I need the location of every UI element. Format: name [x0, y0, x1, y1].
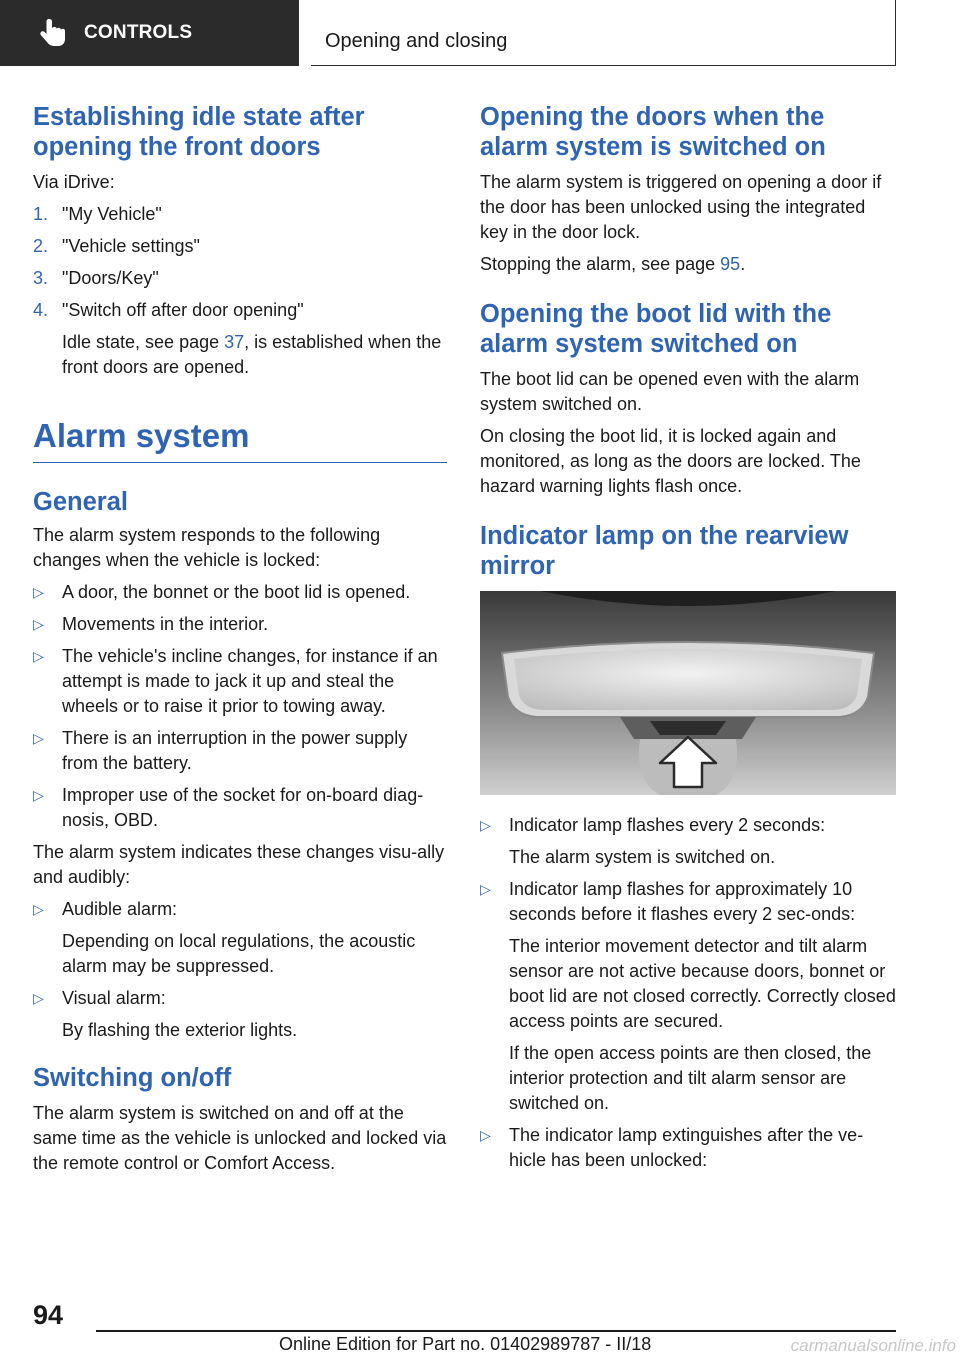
step-item [33, 202, 447, 227]
page-link-95[interactable]: 95 [720, 254, 741, 274]
pointing-hand-icon [36, 15, 72, 51]
alarm-system-heading: Alarm system [33, 416, 447, 463]
list-item-text: Improper use of the socket for on-board diag-nosis, OBD. [62, 785, 424, 830]
lamp-state-2-note-2: If the open access points are then closed, the interior protection and tilt alarm sensor are switched on. [509, 1043, 872, 1113]
stop-alarm-label: Stopping the alarm, see page [480, 254, 721, 274]
audible-alarm-title: Audible alarm: [62, 899, 178, 919]
lamp-state-1-note: The alarm system is switched on. [509, 847, 776, 867]
edition-text: Online Edition for Part no. 01402989787 - II/18 [279, 1334, 652, 1354]
triangle-bullet-icon: ▷ [33, 901, 44, 917]
footer-divider [96, 1330, 896, 1332]
list-item-text: The vehicle's incline changes, for instance if an attempt is made to jack it up and steal the wheels or to raise it prior to towing away. [62, 646, 438, 716]
triangle-bullet-icon: ▷ [33, 990, 44, 1006]
doors-alarm-text: The alarm system is triggered on opening a door if the door has been unlocked using the integrated key in the door lock. [480, 172, 882, 242]
step-text: "My Vehicle" [62, 204, 162, 224]
list-item [480, 877, 896, 1116]
triangle-bullet-icon: ▷ [480, 881, 491, 897]
watermark: carmanualsonline.info [790, 1336, 956, 1355]
section-tab [0, 0, 299, 66]
step-item [33, 298, 447, 323]
doors-alarm-heading: Opening the doors when the alarm system is switched on [480, 103, 826, 161]
chapter-title-box [311, 0, 896, 66]
chapter-title: Opening and closing [325, 30, 508, 52]
step-text: "Vehicle settings" [62, 236, 200, 256]
switching-heading: Switching on/off [33, 1064, 232, 1092]
list-item [480, 813, 896, 870]
indicates-intro: The alarm system indicates these changes visu-ally and audibly: [33, 842, 445, 887]
step-number: 1. [33, 204, 49, 224]
idle-note-text-end: , is established when the front doors are opened. [62, 332, 442, 377]
stop-alarm-text [480, 252, 896, 277]
list-item [480, 1123, 896, 1173]
lamp-state-1-title: Indicator lamp flashes every 2 seconds: [509, 815, 826, 835]
step-text: "Switch off after door opening" [62, 300, 304, 320]
lamp-state-3-title: The indicator lamp extinguishes after the ve-hicle has been unlocked: [509, 1125, 864, 1170]
step-item [33, 234, 447, 259]
visual-alarm-title: Visual alarm: [62, 988, 166, 1008]
page-header [0, 0, 960, 66]
triangle-bullet-icon: ▷ [480, 817, 491, 833]
idle-note-text: Idle state, see page [62, 332, 225, 352]
right-column [480, 102, 896, 1180]
idle-state-note [33, 330, 447, 380]
via-idrive-text: Via iDrive: [33, 172, 115, 192]
list-item [33, 580, 447, 605]
page-number: 94 [33, 1300, 64, 1330]
step-number: 4. [33, 300, 49, 320]
list-item [33, 783, 447, 833]
stop-alarm-end: . [740, 254, 746, 274]
list-item [33, 986, 447, 1043]
indication-list [33, 897, 447, 1043]
visual-alarm-note: By flashing the exterior lights. [62, 1020, 298, 1040]
step-item [33, 266, 447, 291]
lamp-state-2-note-1: The interior movement detector and tilt alarm sensor are not active because doors, bonnet or boot lid are not closed correctly. Correctly closed access points are secured. [509, 936, 896, 1031]
list-item-text: Movements in the interior. [62, 614, 269, 634]
general-heading: General [33, 488, 128, 516]
rearview-mirror-illustration [480, 591, 896, 795]
triangle-bullet-icon: ▷ [33, 787, 44, 803]
boot-lid-heading: Opening the boot lid with the alarm system switched on [480, 300, 832, 358]
indicator-lamp-heading: Indicator lamp on the rearview mirror [480, 522, 849, 580]
indicator-lamp-list [480, 813, 896, 1173]
general-intro: The alarm system responds to the following changes when the vehicle is locked: [33, 525, 381, 570]
boot-lid-text-2: On closing the boot lid, it is locked again and monitored, as long as the doors are locked. The hazard warning lights flash once. [480, 426, 861, 496]
triangle-bullet-icon: ▷ [33, 730, 44, 746]
list-item [33, 726, 447, 776]
step-text: "Doors/Key" [62, 268, 159, 288]
left-column [33, 102, 447, 1183]
list-item [33, 612, 447, 637]
boot-lid-text-1: The boot lid can be opened even with the alarm system switched on. [480, 369, 860, 414]
triangle-bullet-icon: ▷ [33, 584, 44, 600]
step-number: 2. [33, 236, 49, 256]
list-item [33, 644, 447, 719]
idrive-steps-list [33, 202, 447, 323]
list-item-text: There is an interruption in the power supply from the battery. [62, 728, 408, 773]
step-number: 3. [33, 268, 49, 288]
section-label: CONTROLS [84, 22, 193, 43]
lamp-state-2-title: Indicator lamp flashes for approximately 10 seconds before it flashes every 2 sec-onds: [509, 879, 856, 924]
triangle-bullet-icon: ▷ [480, 1127, 491, 1143]
triangle-bullet-icon: ▷ [33, 616, 44, 632]
idle-state-heading: Establishing idle state after opening the front doors [33, 103, 365, 161]
changes-list [33, 580, 447, 833]
audible-alarm-note: Depending on local regulations, the acoustic alarm may be suppressed. [62, 931, 416, 976]
list-item-text: A door, the bonnet or the boot lid is opened. [62, 582, 411, 602]
list-item [33, 897, 447, 979]
triangle-bullet-icon: ▷ [33, 648, 44, 664]
switching-text: The alarm system is switched on and off at the same time as the vehicle is unlocked and locked via the remote control or Comfort Access. [33, 1103, 447, 1173]
page-link-37[interactable]: 37 [224, 332, 245, 352]
